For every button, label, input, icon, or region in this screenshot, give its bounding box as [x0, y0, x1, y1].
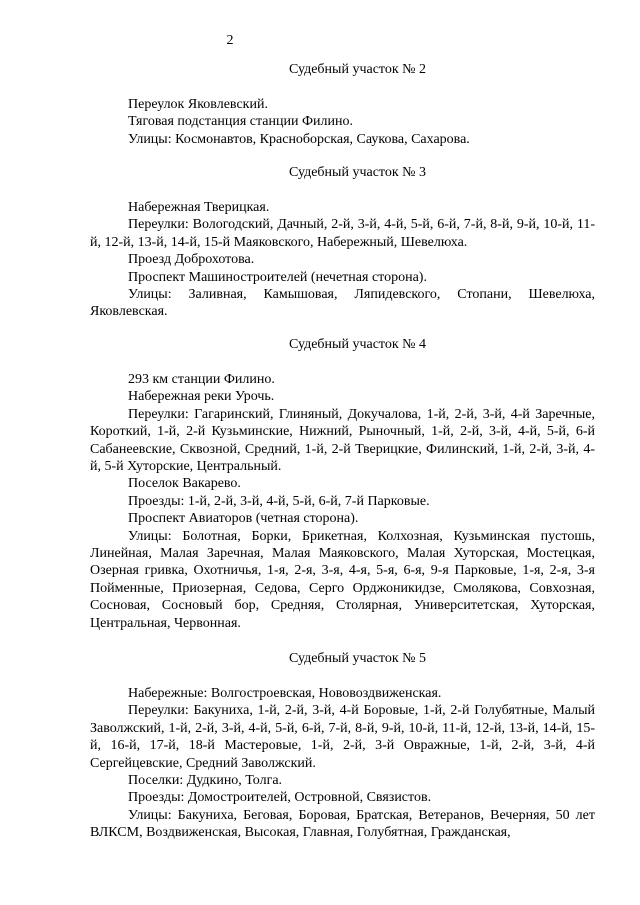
paragraph: Тяговая подстанция станции Филино. [128, 114, 353, 130]
paragraph: Набережная Тверицкая. [128, 200, 270, 215]
paragraph: Переулки: Бакуниха, 1-й, 2-й, 3-й, 4-й Боровые, 1-й, 2-й Голубятные, Малый Заволжский, 1-й, 2-й, 3-й, 4-й, 5-й, 6-й, 7-й, 8-й, 9-й, 10-й, 11-й, 12-й, 13-й, 14-й, 15-й, 16-й, 17-й, 18-й Мастеровые, 1-й, 2-й, 3-й Овражные, 1-й, 2-й, 3-й, 4-й Сергейцевские, Средний Заволжский. [90, 703, 595, 771]
paragraph: Переулки: Гагаринский, Глиняный, Докучалова, 1-й, 2-й, 3-й, 4-й Заречные, Короткий, 1-й, 2-й Кузьминские, Нижний, Рыночный, 1-й, 2-й, 3-й, 4-й, 5-й, 6-й Сабанеевские, Сквозной, Средний, 1-й, 2-й Тверицкие, Филинский, 1-й, 2-й, 3-й, 4-й, 5-й Хуторские, Центральный. [90, 406, 595, 475]
section-2 [90, 61, 595, 148]
paragraph: Улицы: Болотная, Борки, Брикетная, Колхозная, Кузьминская пустошь, Линейная, Малая Заречная, Малая Маяковского, Малая Хуторская, Мостецкая, Озерная гривка, Охотничья, 1-я, 2-я, 3-я, 4-я, 5-я, 6-я, 9-я Парковые, 1-я, 2-я, 3-я Пойменные, Приозерная, Седова, Серго Орджоникидзе, Смолякова, Совхозная, Сосновая, Сосновый бор, Средняя, Столярная, Университетская, Хуторская, Центральная, Червонная. [90, 528, 595, 631]
paragraph: Набережные: Волгостроевская, Нововоздвиженская. [128, 686, 442, 701]
paragraph: Проезды: 1-й, 2-й, 3-й, 4-й, 5-й, 6-й, 7-й Парковые. [128, 493, 430, 509]
paragraph: Поселок Вакарево. [128, 476, 241, 492]
paragraph: Проспект Машиностроителей (нечетная сторона). [128, 269, 427, 285]
section-title: Судебный участок № 4 [288, 337, 427, 352]
paragraph: 293 км станции Филино. [128, 372, 275, 387]
paragraph: Улицы: Заливная, Камышовая, Ляпидевского, Стопани, Шевелюха, Яковлевская. [90, 287, 595, 320]
section-3 [90, 164, 595, 321]
section-title: Судебный участок № 3 [288, 165, 427, 180]
paragraph: Поселки: Дудкино, Толга. [128, 773, 283, 789]
paragraph: Переулки: Вологодский, Дачный, 2-й, 3-й, 4-й, 5-й, 6-й, 7-й, 8-й, 9-й, 10-й, 11-й, 12-й, 13-й, 14-й, 15-й Маяковского, Набережный, Шевелюха. [90, 217, 595, 250]
paragraph: Набережная реки Урочь. [128, 389, 275, 405]
section-title: Судебный участок № 5 [288, 651, 427, 666]
paragraph: Переулок Яковлевский. [128, 97, 268, 112]
paragraph: Улицы: Космонавтов, Красноборская, Саукова, Сахарова. [128, 131, 470, 147]
section-title: Судебный участок № 2 [288, 62, 427, 77]
paragraph: Проезд Доброхотова. [128, 252, 255, 268]
paragraph: Улицы: Бакуниха, Беговая, Боровая, Братская, Ветеранов, Вечерняя, 50 лет ВЛКСМ, Воздвиженская, Высокая, Главная, Голубятная, Гражданская, [90, 807, 595, 841]
paragraph: Проспект Авиаторов (четная сторона). [128, 511, 359, 527]
section-4 [90, 336, 595, 632]
page-number: 2 [226, 33, 234, 48]
paragraph: Проезды: Домостроителей, Островной, Связистов. [128, 790, 432, 806]
section-5 [90, 650, 595, 842]
